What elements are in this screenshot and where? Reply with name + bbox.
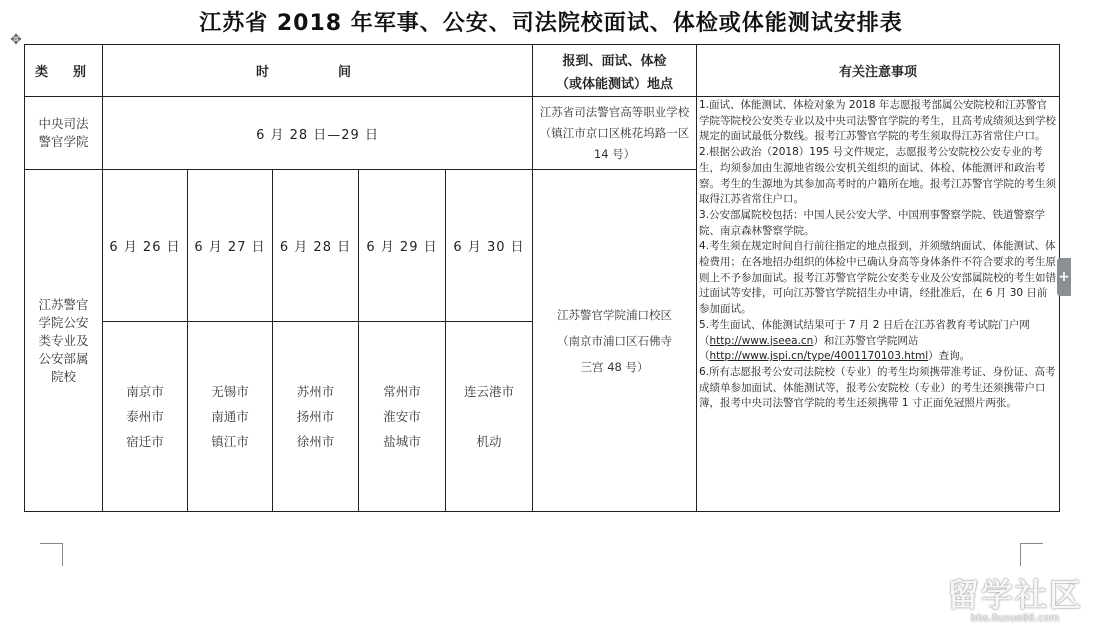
page-corner-mark-right (1020, 543, 1043, 566)
city-name: 泰州市 (126, 409, 164, 424)
site-watermark (935, 577, 1095, 625)
category-jiangsu-police (25, 170, 103, 512)
city-cell (188, 322, 273, 512)
city-spacer (446, 404, 532, 429)
category-line: 中央司法 (38, 116, 89, 131)
note-item: 3.公安部属院校包括：中国人民公安大学、中国刑事警察学院、铁道警察学院、南京森林警察学院。 (699, 208, 1046, 237)
category-line: 江苏警官 (38, 296, 89, 312)
date-cell: 6 月 29 日 (359, 170, 446, 322)
city-name: 镇江市 (211, 434, 249, 449)
city-name: 连云港市 (464, 384, 515, 399)
city-name: 常州市 (383, 384, 421, 399)
note-5-middle: ）和江苏警官学院网站（ (699, 334, 919, 363)
header-location (533, 45, 697, 97)
city-name: 宿迁市 (126, 434, 164, 449)
city-name: 机动 (476, 434, 502, 449)
city-cell (359, 322, 446, 512)
note-item: 1.面试、体能测试、体检对象为 2018 年志愿报考部属公安院校和江苏警官学院等院校公安类专业以及中央司法警官学院的考生，且高考成绩须达到学校规定的面试最低分数线。报考江苏警官学院的考生须取得江苏省常住户口。 (699, 99, 1057, 143)
date-cell: 6 月 30 日 (446, 170, 533, 322)
header-location-line1: 报到、面试、体检 (562, 53, 667, 69)
note-item: 4.考生须在规定时间自行前往指定的地点报到，并须缴纳面试、体能测试、体检费用；在各地招办组织的体检中已确认身高等身体条件不符合要求的考生原则上不予参加面试。报考江苏警官学院公安类专业及公安部属院校的考生如错过面试等安排，可向江苏警官学院招生办申请，经批准后，在 6 月 30 日前参加面试。 (699, 240, 1057, 316)
document-title: 江苏省 2018 年军事、公安、司法院校面试、体检或体能测试安排表 (199, 11, 903, 36)
location-central-judicial: 江苏省司法警官高等职业学校（镇江市京口区桃花坞路一区 14 号） (533, 97, 697, 170)
location-line: 三宫 48 号） (580, 359, 649, 374)
jspi-link[interactable]: http://www.jspi.cn/type/4001170103.html (709, 350, 929, 363)
category-line: 警官学院 (38, 134, 89, 149)
city-name: 无锡市 (211, 384, 249, 399)
header-category: 类 别 (25, 45, 103, 97)
page-corner-mark-left (40, 543, 63, 566)
category-line: 学院公安 (38, 314, 89, 330)
plus-icon[interactable]: + (1057, 258, 1071, 296)
time-central-judicial: 6 月 28 日—29 日 (103, 97, 533, 170)
table-row-central-judicial (25, 97, 1060, 170)
location-line: 江苏警官学院浦口校区 (557, 307, 673, 322)
city-cell (103, 322, 188, 512)
note-item: 2.根据公政治（2018）195 号文件规定，志愿报考公安院校公安专业的考生，均须参加由生源地省级公安机关组织的面试、体检、体能测评和政治考察。考生的生源地为其参加高考时的户籍所在地。报考江苏警官学院的考生须取得江苏省常住户口。 (699, 146, 1057, 206)
city-name: 苏州市 (296, 384, 335, 399)
location-line: （南京市浦口区石佛寺 (557, 333, 673, 348)
header-location-line2: （或体能测试）地点 (556, 76, 674, 92)
category-line: 院校 (50, 368, 76, 384)
note-5-suffix: ）查询。 (928, 350, 971, 363)
jseea-link[interactable]: http://www.jseea.cn (709, 334, 814, 347)
city-name: 南京市 (126, 384, 164, 399)
move-arrows-icon[interactable]: ✥ (10, 32, 22, 48)
date-cell: 6 月 28 日 (273, 170, 359, 322)
note-item: 6.所有志愿报考公安司法院校（专业）的考生均须携带准考证、身份证、高考成绩单参加面试、体能测试等，报考公安院校（专业）的考生还须携带户口簿，报考中央司法警官学院的考生还须携带 1 寸正面免冠照片两张。 (699, 365, 1056, 410)
city-cell (273, 322, 359, 512)
watermark-main: 留学社区 (946, 576, 1083, 614)
city-name: 徐州市 (296, 434, 335, 449)
header-time: 时 间 (103, 45, 533, 97)
note-5-prefix: 5.考生面试、体能测试结果可于 7 月 2 日后在江苏省教育考试院门户网（ (699, 318, 1030, 347)
note-item-5 (699, 318, 1057, 365)
date-cell: 6 月 26 日 (103, 170, 188, 322)
city-name: 盐城市 (383, 434, 421, 449)
header-notes: 有关注意事项 (697, 45, 1060, 97)
city-name: 扬州市 (296, 409, 335, 424)
city-name: 南通市 (211, 409, 249, 424)
location-jiangsu-police (533, 170, 697, 512)
table-header-row (25, 45, 1060, 97)
date-cell: 6 月 27 日 (188, 170, 273, 322)
city-name: 淮安市 (383, 409, 421, 424)
watermark-url: bbs.liuxue86.com (970, 613, 1060, 624)
city-cell (446, 322, 533, 512)
category-line: 类专业及 (38, 332, 89, 348)
notes-cell (697, 97, 1060, 512)
category-central-judicial (25, 97, 103, 170)
schedule-table (24, 44, 1060, 512)
category-line: 公安部属 (38, 350, 89, 366)
